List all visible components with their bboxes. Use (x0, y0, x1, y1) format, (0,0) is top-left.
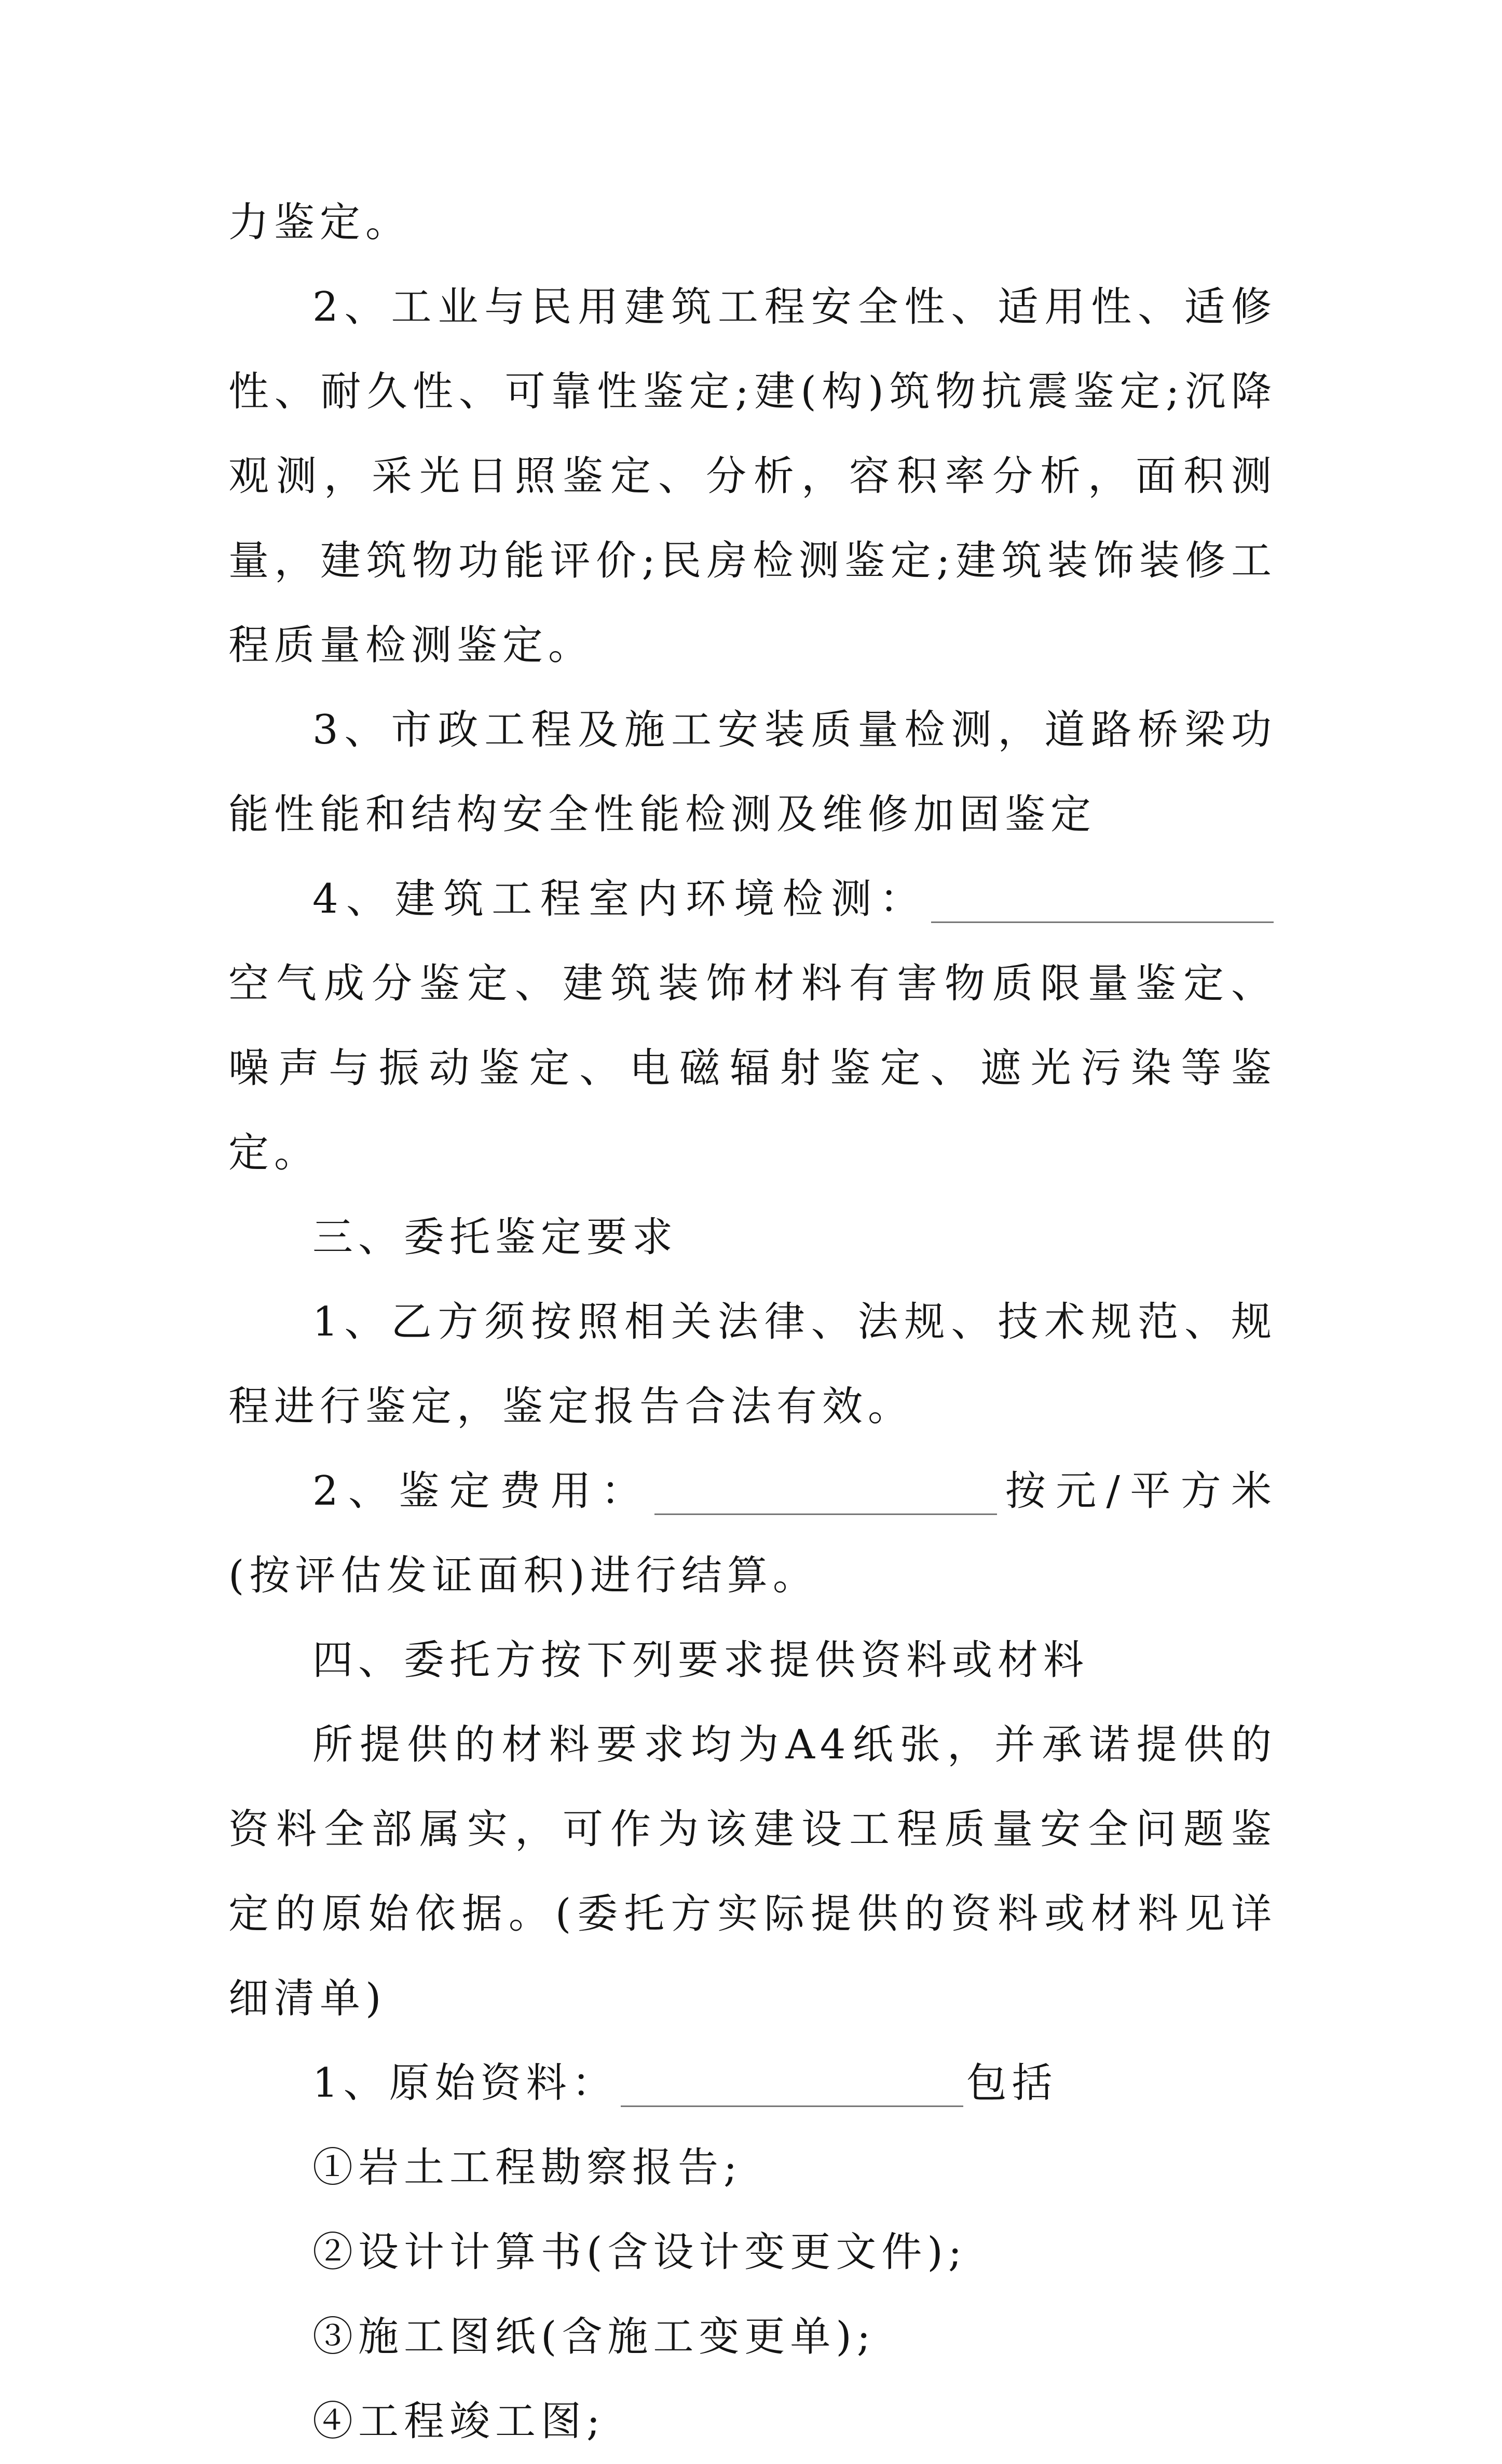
blank-fill-line (931, 877, 1274, 923)
original-materials-label: 1、原始资料： (312, 2060, 618, 2107)
blank-fill-line (654, 1469, 997, 1515)
paragraph-original-materials (228, 2041, 1277, 2126)
list-item-geotechnical-report: ①岩土工程勘察报告; (312, 2144, 743, 2191)
indoor-environment-text: 空气成分鉴定、建筑装饰材料有害物质限量鉴定、噪声与振动鉴定、电磁辐射鉴定、遮光污染等鉴定。 (228, 960, 1277, 1176)
list-item-completion-drawings: ④工程竣工图; (312, 2398, 606, 2445)
appraisal-fee-text: 按元/平方米(按评估发证面积)进行结算。 (228, 1468, 1277, 1599)
paragraph-materials-requirement: 所提供的材料要求均为A4纸张，并承诺提供的资料全部属实，可作为该建设工程质量安全问题鉴定的原始依据。(委托方实际提供的资料或材料见详细清单) (228, 1722, 1277, 2022)
list-item-construction-drawings: ③施工图纸(含施工变更单); (312, 2314, 876, 2360)
paragraph-municipal-inspection: 3、市政工程及施工安装质量检测，道路桥梁功能性能和结构安全性能检测及维修加固鉴定 (228, 707, 1277, 838)
paragraph-continuation: 力鉴定。 (228, 199, 412, 246)
appraisal-fee-label: 2、鉴定费用： (312, 1468, 652, 1515)
section-heading-materials: 四、委托方按下列要求提供资料或材料 (312, 1637, 1089, 1684)
blank-fill-line (621, 2061, 963, 2107)
section-heading-requirements: 三、委托鉴定要求 (312, 1214, 678, 1261)
paragraph-appraisal-fee (228, 1449, 1277, 1618)
paragraph-legal-compliance: 1、乙方须按照相关法律、法规、技术规范、规程进行鉴定，鉴定报告合法有效。 (228, 1299, 1277, 1430)
paragraph-safety-appraisal: 2、工业与民用建筑工程安全性、适用性、适修性、耐久性、可靠性鉴定;建(构)筑物抗震鉴定;沉降观测，采光日照鉴定、分析，容积率分析，面积测量，建筑物功能评价;民房检测鉴定;建筑装饰装修工程质量检测鉴定。 (228, 284, 1277, 669)
document-body (228, 181, 1277, 2464)
list-item-design-calculation: ②设计计算书(含设计变更文件); (312, 2229, 967, 2276)
original-materials-text: 包括 (966, 2060, 1058, 2107)
paragraph-indoor-environment (228, 857, 1277, 1195)
indoor-environment-label: 4、建筑工程室内环境检测： (312, 876, 928, 923)
